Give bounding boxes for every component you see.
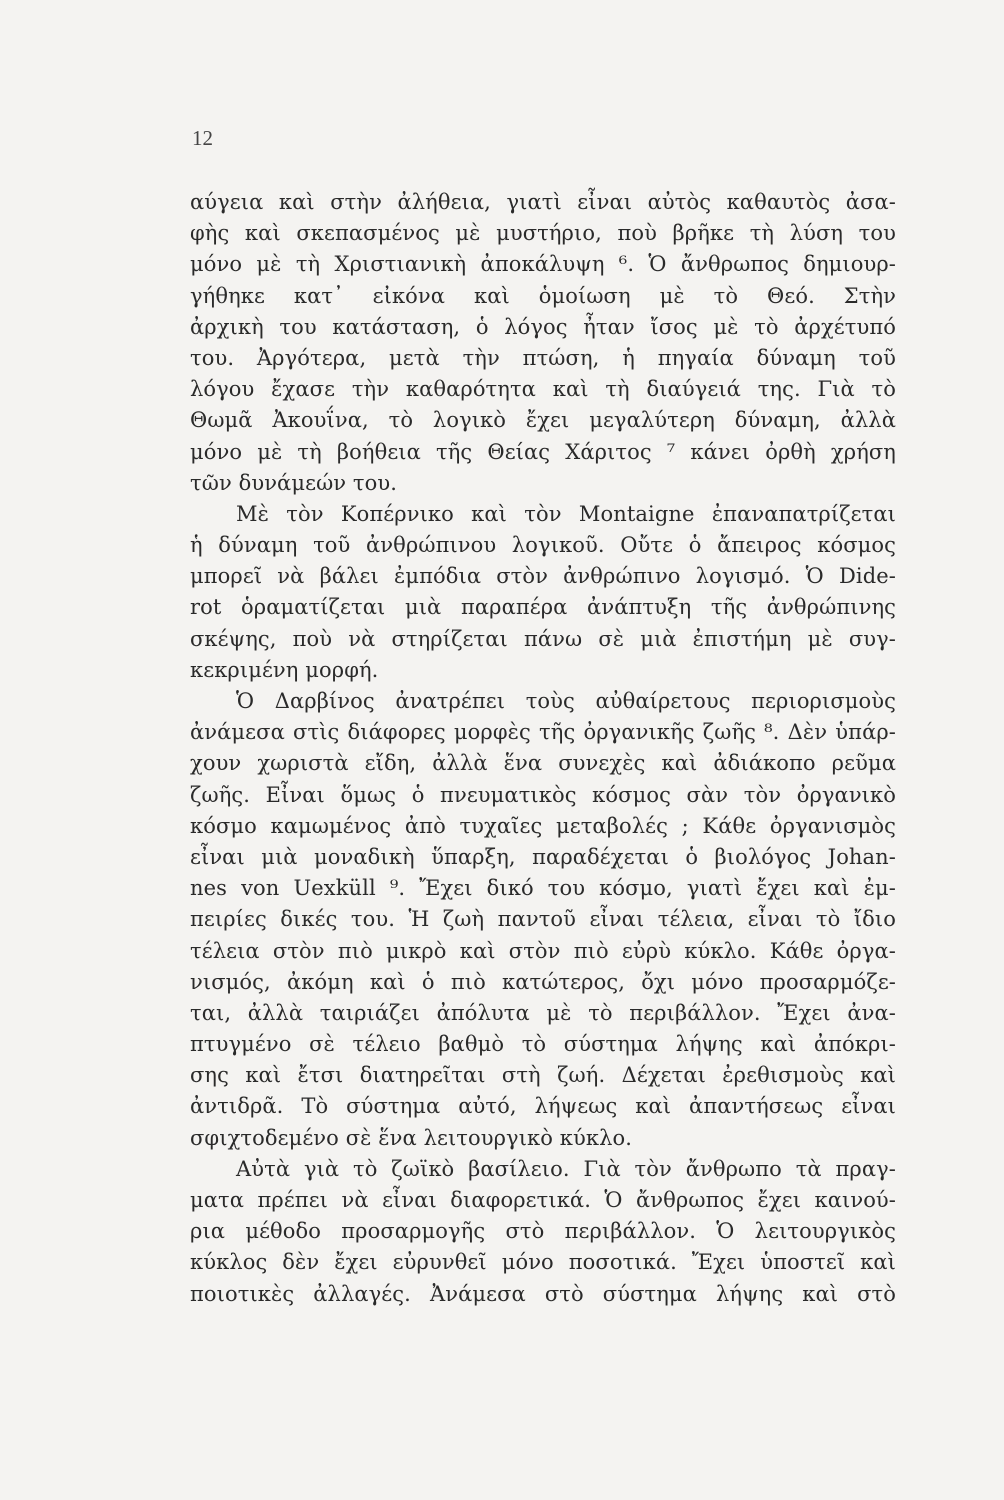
text-line: ἀνάμεσα στὶς διάφορες μορφὲς τῆς ὀργανικῆς ζωῆς ⁸. Δὲν ὑπάρ-	[190, 720, 896, 745]
text-line: Αὐτὰ γιὰ τὸ ζωϊκὸ βασίλειο. Γιὰ τὸν ἄνθρωπο τὰ πραγ-	[236, 1156, 896, 1181]
text-line: πτυγμένο σὲ τέλειο βαθμὸ τὸ σύστημα λήψης καὶ ἀπόκρι-	[190, 1032, 896, 1057]
text-line: μόνο μὲ τὴ Χριστιανικὴ ἀποκάλυψη ⁶. Ὁ ἄνθρωπος δημιουρ-	[190, 252, 896, 277]
text-line: Μὲ τὸν Κοπέρνικο καὶ τὸν Montaigne ἐπαναπατρίζεται	[236, 501, 896, 526]
text-line: σκέψης, ποὺ νὰ στηρίζεται πάνω σὲ μιὰ ἐπιστήμη μὲ συγ-	[190, 626, 896, 651]
text-line: τέλεια στὸν πιὸ μικρὸ καὶ στὸν πιὸ εὐρὺ κύκλο. Κάθε ὀργα-	[190, 938, 896, 963]
text-line: εἶναι μιὰ μοναδικὴ ὕπαρξη, παραδέχεται ὁ βιολόγος Johan-	[190, 844, 896, 869]
text-line: rot ὁραματίζεται μιὰ παραπέρα ἀνάπτυξη τῆς ἀνθρώπινης	[190, 595, 896, 620]
text-line: ἀρχικὴ του κατάσταση, ὁ λόγος ἦταν ἴσος μὲ τὸ ἀρχέτυπό	[190, 314, 896, 339]
text-line: αύγεια καὶ στὴν ἀλήθεια, γιατὶ εἶναι αὐτὸς καθαυτὸς ἀσα-	[190, 190, 896, 214]
text-line: του. Ἀργότερα, μετὰ τὴν πτώση, ἡ πηγαία δύναμη τοῦ	[190, 345, 896, 370]
text-line: ἡ δύναμη τοῦ ἀνθρώπινου λογικοῦ. Οὔτε ὁ ἄπειρος κόσμος	[190, 533, 896, 558]
text-line: ρια μέθοδο προσαρμογῆς στὸ περιβάλλον. Ὁ λειτουργικὸς	[190, 1219, 896, 1244]
page-number: 12	[192, 126, 213, 150]
text-line: λόγου ἔχασε τὴν καθαρότητα καὶ τὴ διαύγειά της. Γιὰ τὸ	[190, 377, 896, 402]
text-line: μόνο μὲ τὴ βοήθεια τῆς Θείας Χάριτος ⁷ κάνει ὀρθὴ χρήση	[190, 439, 896, 464]
text-line: ται, ἀλλὰ ταιριάζει ἀπόλυτα μὲ τὸ περιβάλλον. Ἔχει ἀνα-	[190, 1000, 896, 1025]
text-line: χουν χωριστὰ εἴδη, ἀλλὰ ἕνα συνεχὲς καὶ ἀδιάκοπο ρεῦμα	[190, 751, 896, 776]
text-line: γήθηκε κατ᾽ εἰκόνα καὶ ὁμοίωση μὲ τὸ Θεό. Στὴν	[190, 283, 896, 308]
text-line: νισμός, ἀκόμη καὶ ὁ πιὸ κατώτερος, ὄχι μόνο προσαρμόζε-	[190, 969, 896, 994]
text-line: ζωῆς. Εἶναι ὅμως ὁ πνευματικὸς κόσμος σὰν τὸν ὀργανικὸ	[190, 782, 896, 807]
text-line: Θωμᾶ Ἀκουΐνα, τὸ λογικὸ ἔχει μεγαλύτερη δύναμη, ἀλλὰ	[190, 408, 896, 433]
text-line: Ὁ Δαρβίνος ἀνατρέπει τοὺς αὐθαίρετους περιορισμοὺς	[236, 689, 896, 713]
text-line: σης καὶ ἔτσι διατηρεῖται στὴ ζωή. Δέχεται ἐρεθισμοὺς καὶ	[190, 1063, 896, 1088]
text-line: κεκριμένη μορφή.	[190, 657, 379, 682]
text-line: ματα πρέπει νὰ εἶναι διαφορετικά. Ὁ ἄνθρωπος ἔχει καινού-	[190, 1188, 896, 1212]
text-line: κύκλος δὲν ἔχει εὐρυνθεῖ μόνο ποσοτικά. Ἔχει ὑποστεῖ καὶ	[190, 1250, 896, 1275]
text-line: τῶν δυνάμεών του.	[190, 470, 398, 495]
text-line: ποιοτικὲς ἀλλαγές. Ἀνάμεσα στὸ σύστημα λήψης καὶ στὸ	[190, 1281, 896, 1306]
text-line: ἀντιδρᾶ. Τὸ σύστημα αὐτό, λήψεως καὶ ἀπαντήσεως εἶναι	[190, 1094, 896, 1119]
text-line: μπορεῖ νὰ βάλει ἐμπόδια στὸν ἀνθρώπινο λογισμό. Ὁ Dide-	[190, 564, 896, 589]
text-line: φὴς καὶ σκεπασμένος μὲ μυστήριο, ποὺ βρῆκε τὴ λύση του	[190, 221, 896, 246]
text-line: nes von Uexküll ⁹. Ἔχει δικό του κόσμο, γιατὶ ἔχει καὶ ἐμ-	[190, 876, 896, 901]
body-text	[190, 187, 896, 1310]
text-line: πειρίες δικές του. Ἡ ζωὴ παντοῦ εἶναι τέλεια, εἶναι τὸ ἴδιο	[190, 907, 896, 932]
text-line: κόσμο καμωμένος ἀπὸ τυχαῖες μεταβολές ; Κάθε ὀργανισμὸς	[190, 813, 896, 838]
text-line: σφιχτοδεμένο σὲ ἕνα λειτουργικὸ κύκλο.	[190, 1125, 633, 1150]
